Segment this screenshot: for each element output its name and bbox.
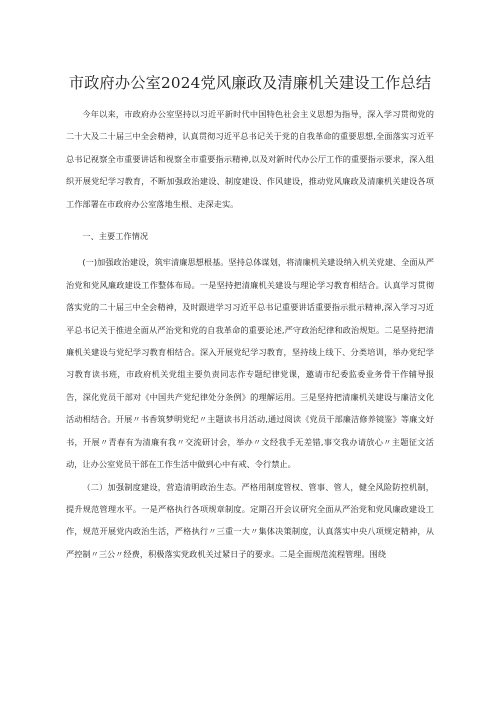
- paragraph-institution-building: （二）加强制度建设，营造清明政治生态。严格用制度管权、管事、管人，健全风险防控机制，提升规范管理水平。一是严格执行各项规章制度。定期召开会议研究全面从严治党和党风廉政建设工作，规范开展党内政治生活，严格执行〃三重一大〃集体决策制度，认真落实中央八项规定精神，从严控制〃三公〃经费，积极落实党政机关过紧日子的要求。二是全面规范流程管理。围绕: [66, 481, 434, 559]
- paragraph-political-building: (一)加强政治建设，筑牢清廉思想根基。坚持总体谋划，将清廉机关建设纳入机关党建、全面从严治党和党风廉政建设工作整体布局。一是坚持把清廉机关建设与理论学习教育相结合。认真学习贯彻落实党的二十届三中全会精神，及时跟进学习习近平总书记重要讲话重要指示批示精神,深入学习习近平总书记关于推进全面从严治党和党的自我革命的重要论述,严守政治纪律和政治规矩。二是坚持把清廉机关建设与党纪学习教育相结合。深入开展党纪学习教育，坚持线上线下、分类培训，举办党纪学习教育读书班，市政府机关党组主要负责同志作专题纪律党课，邀请市纪委监委业务骨干作辅导报告，深化党员干部对《中国共产党纪律处分条例》的理解运用。三是坚持把清廉机关建设与廉洁文化活动相结合。开展〃书香筑梦明党纪〃主题读书月活动,通过阅读《党员干部廉洁修养镜鉴》等廉文好书，开展〃青春有为清廉有我〃交流研讨会，举办〃文经我手无差错,事交我办请放心〃主题征文活动，让办公室党员干部在工作生活中做到心中有戒、令行禁止。: [66, 257, 434, 470]
- spacer: [66, 215, 434, 219]
- section-heading: 一、主要工作情况: [82, 231, 149, 242]
- intro-paragraph: 今年以来，市政府办公室坚持以习近平新时代中国特色社会主义思想为指导，深入学习贯彻党的二十大及二十届三中全会精神，认真贯彻习近平总书记关于党的自我革命的重要思想,全面落实习近平总书记视察全市重要讲话和视察全市重要指示精神,以及对新时代办公厅工作的重要指示要求，深入组织开展党纪学习教育，不断加强政治建设、制度建设、作风建设，推动党风廉政及清廉机关建设各项工作部署在市政府办公室落地生根、走深走实。: [66, 109, 434, 209]
- document-title: 市政府办公室2024党风廉政及清廉机关建设工作总结: [68, 74, 432, 92]
